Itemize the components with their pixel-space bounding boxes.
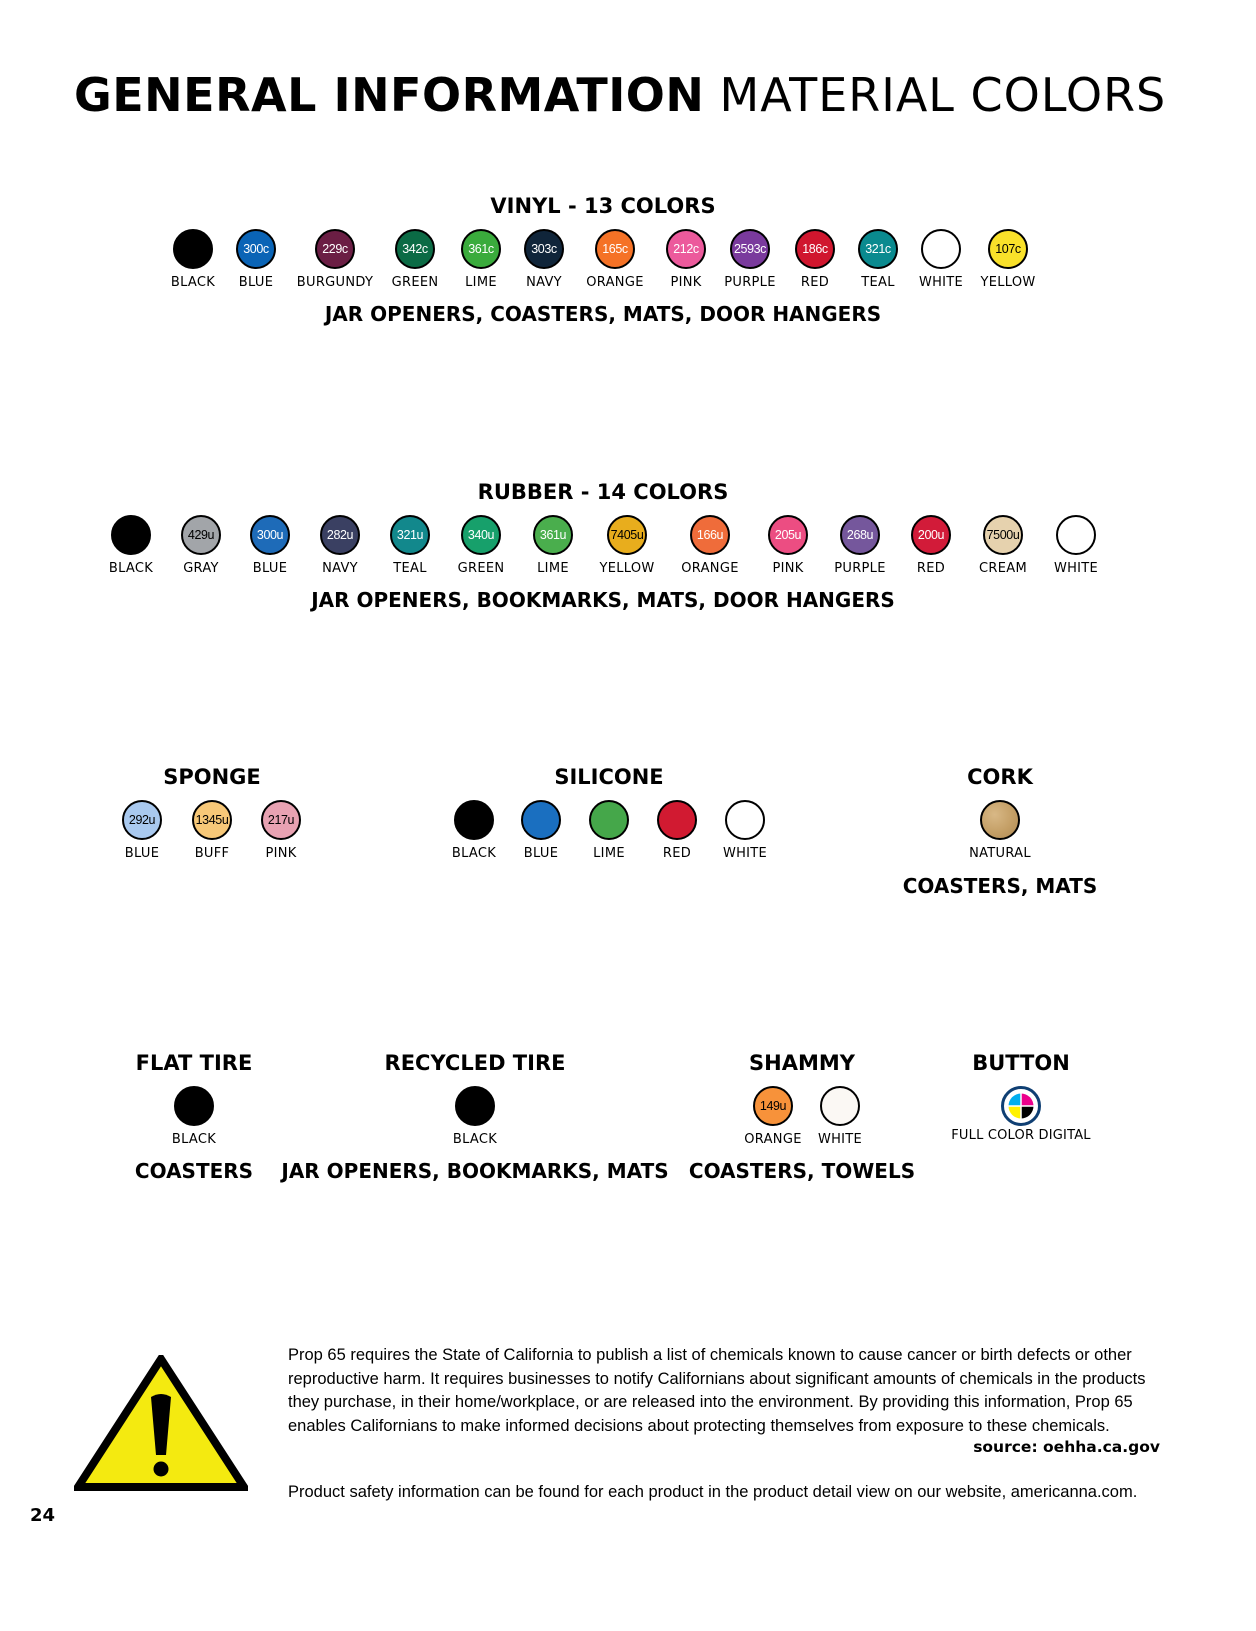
- color-swatch-circle: [820, 1086, 860, 1126]
- color-swatch-circle: 149u: [753, 1086, 793, 1126]
- color-name: LIME: [537, 561, 569, 576]
- color-swatch-circle: 212c: [666, 229, 706, 269]
- color-swatch-circle: 303c: [524, 229, 564, 269]
- color-name: YELLOW: [599, 561, 655, 576]
- silicone-title: SILICONE: [554, 765, 664, 789]
- swatch: [91, 515, 171, 576]
- page-title: [74, 66, 1166, 124]
- color-swatch-circle: 361u: [533, 515, 573, 555]
- color-name: YELLOW: [980, 275, 1036, 290]
- color-swatch-circle: 7500u: [983, 515, 1023, 555]
- color-name: NATURAL: [969, 846, 1031, 861]
- color-swatch-circle: [173, 229, 213, 269]
- prop65-source: source: oehha.ca.gov: [973, 1438, 1160, 1456]
- color-swatch-circle: [1056, 515, 1096, 555]
- color-name: PINK: [670, 275, 702, 290]
- vinyl-uses: JAR OPENERS, COASTERS, MATS, DOOR HANGERS: [324, 302, 882, 326]
- page-number: 24: [30, 1505, 56, 1526]
- color-name: ORANGE: [586, 275, 644, 290]
- color-name: GRAY: [183, 561, 219, 576]
- color-name: CREAM: [979, 561, 1027, 576]
- swatch: [161, 515, 241, 576]
- swatch: [670, 515, 750, 576]
- swatch: [300, 515, 380, 576]
- swatch: [504, 229, 584, 290]
- color-swatch-circle: 186c: [795, 229, 835, 269]
- button-title: BUTTON: [972, 1051, 1070, 1075]
- color-swatch-circle: 300c: [236, 229, 276, 269]
- color-name: BLACK: [108, 561, 154, 576]
- color-name: BLUE: [124, 846, 160, 861]
- page-title-bold: GENERAL INFORMATION: [74, 68, 705, 122]
- color-swatch-circle: 361c: [461, 229, 501, 269]
- rubber-uses: JAR OPENERS, BOOKMARKS, MATS, DOOR HANGERS: [311, 588, 895, 612]
- color-swatch-circle: 282u: [320, 515, 360, 555]
- color-name: BLACK: [452, 1132, 498, 1147]
- color-swatch-circle: [111, 515, 151, 555]
- color-name: WHITE: [722, 846, 768, 861]
- swatch: [216, 229, 296, 290]
- swatch: [820, 515, 900, 576]
- color-name: PURPLE: [724, 275, 776, 290]
- color-swatch-circle: 321u: [390, 515, 430, 555]
- color-name: BURGUNDY: [296, 275, 374, 290]
- color-name: RED: [662, 846, 692, 861]
- swatch: [800, 1086, 880, 1147]
- swatch: [441, 515, 521, 576]
- color-name: NAVY: [526, 275, 562, 290]
- color-name: BLACK: [451, 846, 497, 861]
- rubber-title: RUBBER - 14 COLORS: [477, 480, 729, 504]
- color-swatch-circle: 217u: [261, 800, 301, 840]
- flat-tire-uses: COASTERS: [134, 1159, 254, 1183]
- color-swatch-circle: 342c: [395, 229, 435, 269]
- color-name: TEAL: [861, 275, 895, 290]
- color-name: PINK: [772, 561, 804, 576]
- color-name: LIME: [593, 846, 625, 861]
- swatch: [575, 229, 655, 290]
- color-name: RED: [800, 275, 830, 290]
- color-name: BLACK: [171, 1132, 217, 1147]
- vinyl-title: VINYL - 13 COLORS: [490, 194, 716, 218]
- color-swatch-circle: 7405u: [607, 515, 647, 555]
- color-name: GREEN: [391, 275, 439, 290]
- swatch: [748, 515, 828, 576]
- cork-title: CORK: [967, 765, 1033, 789]
- color-name: BUFF: [194, 846, 230, 861]
- color-name: RED: [916, 561, 946, 576]
- color-name: BLUE: [238, 275, 274, 290]
- flat-tire-title: FLAT TIRE: [135, 1051, 253, 1075]
- color-name: PURPLE: [834, 561, 886, 576]
- color-swatch-circle: 292u: [122, 800, 162, 840]
- color-name: GREEN: [457, 561, 505, 576]
- shammy-uses: COASTERS, TOWELS: [688, 1159, 916, 1183]
- color-name: WHITE: [1053, 561, 1099, 576]
- color-swatch-circle: 321c: [858, 229, 898, 269]
- color-name: TEAL: [393, 561, 427, 576]
- color-name: WHITE: [817, 1132, 863, 1147]
- prop65-text: Prop 65 requires the State of California to publish a list of chemicals known to cause cancer or birth defects or other reproductive harm. It requires businesses to notify Californians about significant amounts of chemicals in the products they purchase, in their home/workplace, or are released into the environment. By providing this information, Prop 65 enables Californians to make informed decisions about protecting themselves from exposure to these chemicals.: [288, 1346, 1146, 1435]
- button-label: FULL COLOR DIGITAL: [951, 1128, 1091, 1143]
- swatch: [963, 515, 1043, 576]
- cmyk-icon: [1001, 1086, 1041, 1126]
- color-swatch-circle: [921, 229, 961, 269]
- color-swatch-circle: 229c: [315, 229, 355, 269]
- vinyl-swatches: [0, 229, 1256, 289]
- page-title-light: MATERIAL COLORS: [719, 68, 1167, 122]
- warning-icon: [74, 1355, 248, 1491]
- swatch: [370, 515, 450, 576]
- safety-info: Product safety information can be found for each product in the product detail view on our website, americanna.com.: [288, 1483, 1138, 1501]
- color-swatch-circle: 268u: [840, 515, 880, 555]
- swatch: [230, 515, 310, 576]
- swatch: [960, 800, 1040, 861]
- color-swatch-circle: 429u: [181, 515, 221, 555]
- color-swatch-circle: 165c: [595, 229, 635, 269]
- recycled-tire-uses: JAR OPENERS, BOOKMARKS, MATS: [281, 1159, 669, 1183]
- swatch: [513, 515, 593, 576]
- swatch: [1036, 515, 1116, 576]
- color-name: NAVY: [322, 561, 358, 576]
- color-swatch-circle: 1345u: [192, 800, 232, 840]
- color-name: WHITE: [918, 275, 964, 290]
- color-swatch-circle: 340u: [461, 515, 501, 555]
- recycled-tire-title: RECYCLED TIRE: [384, 1051, 566, 1075]
- cork-swatches: [0, 800, 1256, 860]
- color-swatch-circle: [980, 800, 1020, 840]
- color-name: PINK: [265, 846, 297, 861]
- shammy-title: SHAMMY: [749, 1051, 855, 1075]
- color-name: ORANGE: [744, 1132, 802, 1147]
- color-swatch-circle: 107c: [988, 229, 1028, 269]
- swatch: [968, 229, 1048, 290]
- color-swatch-circle: 300u: [250, 515, 290, 555]
- sponge-title: SPONGE: [163, 765, 261, 789]
- color-swatch-circle: 200u: [911, 515, 951, 555]
- color-name: LIME: [465, 275, 497, 290]
- color-name: BLUE: [523, 846, 559, 861]
- color-name: BLUE: [252, 561, 288, 576]
- color-swatch-circle: 205u: [768, 515, 808, 555]
- swatch: [587, 515, 667, 576]
- color-swatch-circle: 166u: [690, 515, 730, 555]
- rubber-swatches: [0, 515, 1256, 575]
- color-swatch-circle: 2593c: [730, 229, 770, 269]
- cork-uses: COASTERS, MATS: [902, 874, 1098, 898]
- swatch: [295, 229, 375, 290]
- color-name: ORANGE: [681, 561, 739, 576]
- color-name: BLACK: [170, 275, 216, 290]
- swatch: [891, 515, 971, 576]
